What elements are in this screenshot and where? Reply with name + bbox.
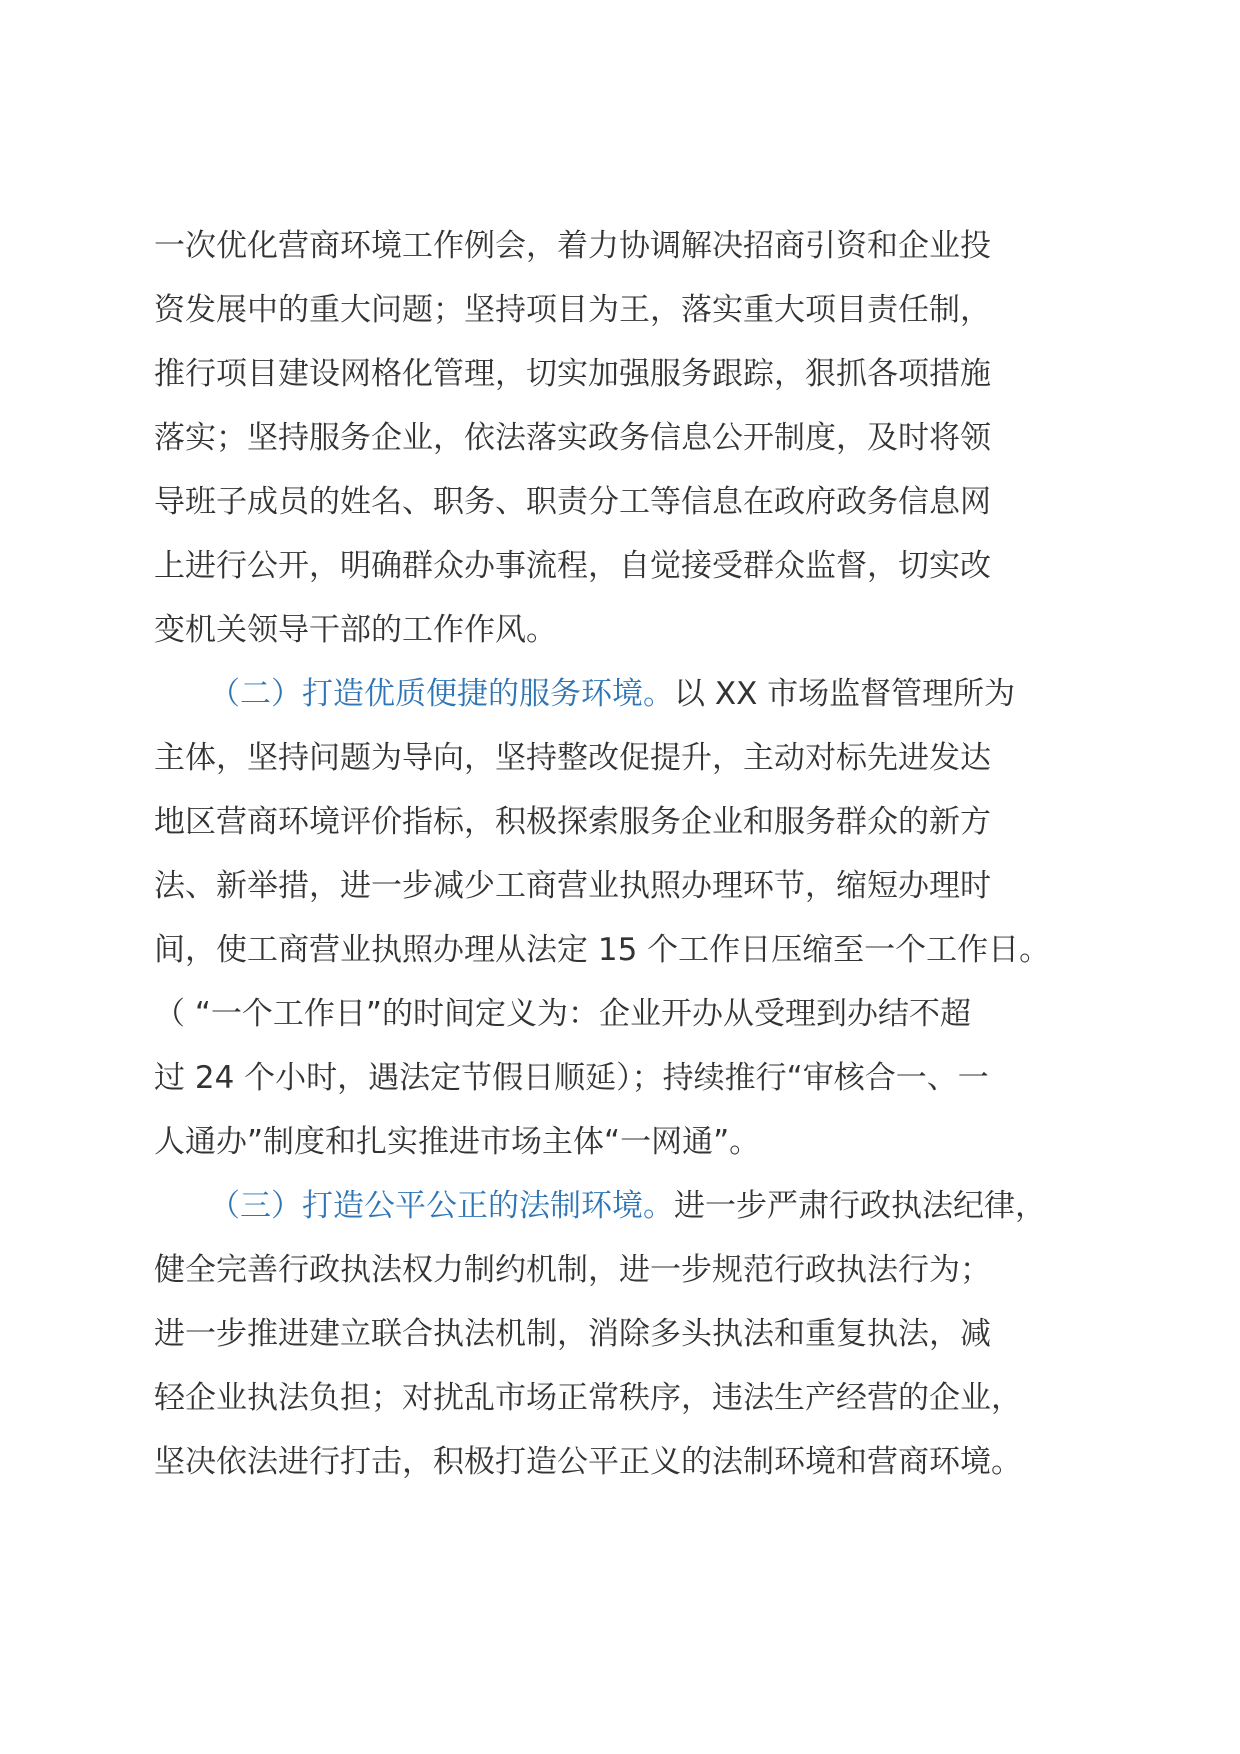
- section-heading-3: （三）打造公平公正的法制环境。: [209, 1188, 674, 1224]
- paragraph-line: 资发展中的重大问题；坚持项目为王，落实重大项目责任制，: [154, 292, 991, 328]
- paragraph-line: 推行项目建设网格化管理，切实加强服务跟踪，狠抓各项措施: [154, 356, 991, 392]
- paragraph-text: 以 XX 市场监督管理所为: [674, 676, 1016, 712]
- paragraph-line: 轻企业执法负担；对扰乱市场正常秩序，违法生产经营的企业，: [154, 1380, 1022, 1416]
- paragraph-first-line: [209, 1186, 1046, 1226]
- paragraph-line: 坚决依法进行打击，积极打造公平正义的法制环境和营商环境。: [154, 1444, 1022, 1480]
- paragraph-first-line: [209, 674, 1015, 714]
- paragraph-line: 变机关领导干部的工作作风。: [154, 612, 557, 648]
- section-heading-2: （二）打造优质便捷的服务环境。: [209, 676, 674, 712]
- paragraph-line: 导班子成员的姓名、职务、职责分工等信息在政府政务信息网: [154, 484, 991, 520]
- paragraph-line: 过 24 个小时，遇法定节假日顺延）；持续推行“审核合一、一: [154, 1060, 989, 1096]
- paragraph-text: 进一步严肃行政执法纪律，: [674, 1188, 1046, 1224]
- paragraph-line: 落实；坚持服务企业，依法落实政务信息公开制度，及时将领: [154, 420, 991, 456]
- paragraph-line: 法、新举措，进一步减少工商营业执照办理环节，缩短办理时: [154, 868, 991, 904]
- paragraph-line: 一次优化营商环境工作例会，着力协调解决招商引资和企业投: [154, 228, 991, 264]
- paragraph-line: 间，使工商营业执照办理从法定 15 个工作日压缩至一个工作日。: [154, 932, 1051, 968]
- paragraph-line: 健全完善行政执法权力制约机制，进一步规范行政执法行为；: [154, 1252, 991, 1288]
- paragraph-line: 人通办”制度和扎实推进市场主体“一网通”。: [154, 1124, 761, 1160]
- paragraph-line: 上进行公开，明确群众办事流程，自觉接受群众监督，切实改: [154, 548, 991, 584]
- paragraph-line: 地区营商环境评价指标，积极探索服务企业和服务群众的新方: [154, 804, 991, 840]
- paragraph-line: 进一步推进建立联合执法机制，消除多头执法和重复执法，减: [154, 1316, 991, 1352]
- paragraph-line: （ “一个工作日”的时间定义为：企业开办从受理到办结不超: [154, 996, 971, 1032]
- paragraph-line: 主体，坚持问题为导向，坚持整改促提升，主动对标先进发达: [154, 740, 991, 776]
